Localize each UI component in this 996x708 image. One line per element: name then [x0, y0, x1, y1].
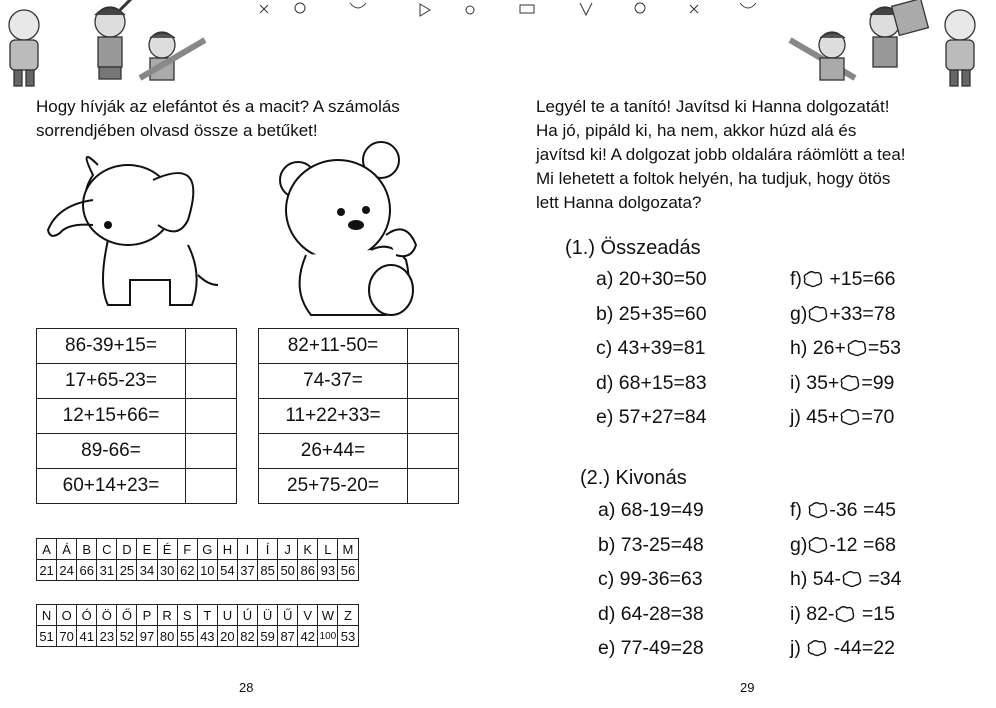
- code-letter: S: [177, 605, 197, 626]
- code-number: 37: [237, 560, 257, 581]
- stained-equation-item[interactable]: [790, 568, 901, 591]
- tea-stain-icon: [807, 639, 827, 657]
- table-row: [259, 399, 459, 434]
- equation-item[interactable]: d) 68+15=83: [596, 371, 707, 394]
- answer-box[interactable]: [186, 434, 237, 469]
- code-letter: C: [97, 539, 117, 560]
- code-number: 10: [197, 560, 217, 581]
- task-expression: 12+15+66=: [37, 399, 186, 434]
- equation-part-before: f): [790, 268, 802, 290]
- equation-item[interactable]: e) 57+27=84: [596, 406, 707, 428]
- code-number: 93: [318, 560, 338, 581]
- table-row: [37, 364, 237, 399]
- equation-item[interactable]: e) 77-49=28: [598, 637, 704, 659]
- equation-part-after: =70: [861, 406, 895, 428]
- code-letter: Ő: [117, 605, 137, 626]
- tea-stain-icon: [803, 270, 823, 288]
- task-expression: 25+75-20=: [259, 469, 408, 504]
- code-letter: E: [137, 539, 157, 560]
- equation-item[interactable]: c) 43+39=81: [596, 337, 706, 359]
- code-letter: Á: [57, 539, 77, 560]
- code-letter: M: [338, 539, 358, 560]
- stained-equation-item[interactable]: [790, 372, 894, 395]
- code-letter: P: [137, 605, 157, 626]
- task-expression: 74-37=: [259, 364, 408, 399]
- equation-part-after: -44=22: [828, 637, 895, 659]
- code-letter: Z: [338, 605, 358, 626]
- answer-box[interactable]: [408, 329, 459, 364]
- answer-box[interactable]: [408, 469, 459, 504]
- stained-equation-item[interactable]: [790, 303, 896, 326]
- equation-part-after: =15: [856, 602, 895, 625]
- page-number-left: 28: [239, 680, 254, 695]
- number-row: [37, 626, 359, 647]
- code-number: 41: [77, 626, 97, 647]
- code-letter: V: [298, 605, 318, 626]
- equation-item[interactable]: d) 64-28=38: [598, 602, 704, 625]
- code-letter: A: [37, 539, 57, 560]
- right-instruction-line: Mi lehetett a foltok helyén, ha tudjuk, hogy ötös: [536, 169, 891, 188]
- table-row: [37, 399, 237, 434]
- equation-part-before: j): [790, 637, 807, 659]
- equation-part-before: f): [790, 499, 808, 521]
- tea-stain-icon: [840, 408, 860, 426]
- code-letter: Ü: [258, 605, 278, 626]
- tea-stain-icon: [840, 374, 860, 392]
- code-letter: Ű: [278, 605, 298, 626]
- answer-box[interactable]: [408, 364, 459, 399]
- equation-part-after: +33=78: [829, 302, 896, 325]
- table-row: [37, 469, 237, 504]
- task-expression: 82+11-50=: [259, 329, 408, 364]
- code-letter: K: [298, 539, 318, 560]
- equation-part-after: =34: [862, 568, 902, 590]
- equation-part-before: g): [790, 302, 808, 325]
- answer-box[interactable]: [186, 399, 237, 434]
- code-number: 85: [258, 560, 278, 581]
- code-letter: R: [157, 605, 177, 626]
- stained-equation-item[interactable]: [790, 637, 895, 660]
- left-kids-illustration: [9, 0, 205, 86]
- task-expression: 60+14+23=: [37, 469, 186, 504]
- code-letter: É: [157, 539, 177, 560]
- table-row: [37, 434, 237, 469]
- equation-item[interactable]: b) 25+35=60: [596, 302, 707, 325]
- code-letter: L: [318, 539, 338, 560]
- stained-equation-item[interactable]: [790, 268, 896, 291]
- task-expression: 89-66=: [37, 434, 186, 469]
- task-expression: 86-39+15=: [37, 329, 186, 364]
- code-number: 34: [137, 560, 157, 581]
- tea-stain-icon: [808, 536, 828, 554]
- section-title-addition: (1.) Összeadás: [565, 237, 701, 259]
- code-number: 66: [77, 560, 97, 581]
- table-row: [259, 434, 459, 469]
- left-instruction: [36, 95, 476, 143]
- code-letter: B: [77, 539, 97, 560]
- equation-part-before: i) 35+: [790, 371, 840, 394]
- left-instruction-line: Hogy hívják az elefántot és a macit? A számolás: [36, 97, 400, 116]
- right-kids-illustration: [790, 0, 975, 86]
- code-number: 86: [298, 560, 318, 581]
- letter-row: [37, 539, 359, 560]
- elephant-drawing: [38, 145, 218, 320]
- section-title-subtraction: (2.) Kivonás: [580, 467, 687, 489]
- code-letter: Í: [258, 539, 278, 560]
- task-expression: 11+22+33=: [259, 399, 408, 434]
- equation-part-before: j) 45+: [790, 406, 840, 428]
- code-letter: Ú: [237, 605, 257, 626]
- code-number: 56: [338, 560, 358, 581]
- code-letter: N: [37, 605, 57, 626]
- tea-stain-icon: [808, 501, 828, 519]
- equation-item[interactable]: a) 68-19=49: [598, 499, 704, 521]
- equation-part-after: -36 =45: [829, 499, 897, 521]
- right-instruction-line: Ha jó, pipáld ki, ha nem, akkor húzd alá és: [536, 121, 857, 140]
- code-number: 62: [177, 560, 197, 581]
- equation-part-before: h) 26+: [790, 337, 846, 359]
- teddy-bear-drawing: [276, 140, 426, 320]
- elephant-task-table: [36, 328, 237, 504]
- answer-box[interactable]: [408, 399, 459, 434]
- tea-stain-icon: [808, 305, 828, 323]
- task-expression: 17+65-23=: [37, 364, 186, 399]
- code-number: 51: [37, 626, 57, 647]
- answer-box[interactable]: [186, 469, 237, 504]
- equation-item[interactable]: c) 99-36=63: [598, 568, 703, 590]
- code-number: 43: [197, 626, 217, 647]
- answer-box[interactable]: [186, 364, 237, 399]
- equation-part-before: g): [790, 533, 808, 556]
- tea-stain-icon: [835, 605, 855, 623]
- code-letter: D: [117, 539, 137, 560]
- code-number: 52: [117, 626, 137, 647]
- code-letter: F: [177, 539, 197, 560]
- equation-part-before: h) 54-: [790, 568, 841, 590]
- code-number: 21: [37, 560, 57, 581]
- stained-equation-item[interactable]: [790, 499, 896, 522]
- stained-equation-item[interactable]: [790, 534, 896, 557]
- doodles: [260, 3, 756, 16]
- code-letter: Ó: [77, 605, 97, 626]
- equation-part-after: -12 =68: [829, 533, 897, 556]
- code-number: 70: [57, 626, 77, 647]
- equation-part-before: i) 82-: [790, 602, 835, 625]
- code-letter: U: [217, 605, 237, 626]
- equation-item[interactable]: a) 20+30=50: [596, 268, 707, 290]
- code-number: 53: [338, 626, 358, 647]
- letter-code-table-2: [36, 604, 359, 647]
- code-letter: Ö: [97, 605, 117, 626]
- stained-equation-item[interactable]: [790, 337, 901, 360]
- tea-stain-icon: [842, 570, 862, 588]
- code-letter: H: [217, 539, 237, 560]
- code-letter: I: [237, 539, 257, 560]
- code-number: 87: [278, 626, 298, 647]
- stained-equation-item[interactable]: [790, 406, 894, 429]
- code-number: 50: [278, 560, 298, 581]
- code-number: 24: [57, 560, 77, 581]
- letter-code-table-1: [36, 538, 359, 581]
- equation-part-after: +15=66: [823, 268, 896, 290]
- code-letter: W: [318, 605, 338, 626]
- code-letter: J: [278, 539, 298, 560]
- header-illustration: [0, 0, 996, 95]
- right-instruction-line: Legyél te a tanító! Javítsd ki Hanna dolgozatát!: [536, 97, 890, 116]
- answer-box[interactable]: [408, 434, 459, 469]
- code-letter: O: [57, 605, 77, 626]
- table-row: [37, 329, 237, 364]
- code-letter: T: [197, 605, 217, 626]
- code-number: 30: [157, 560, 177, 581]
- right-instruction: [536, 95, 976, 215]
- code-number: 82: [237, 626, 257, 647]
- letter-row: [37, 605, 359, 626]
- code-number: 100: [318, 626, 338, 647]
- table-row: [259, 469, 459, 504]
- answer-box[interactable]: [186, 329, 237, 364]
- code-number: 55: [177, 626, 197, 647]
- code-letter: G: [197, 539, 217, 560]
- code-number: 25: [117, 560, 137, 581]
- left-instruction-line: sorrendjében olvasd össze a betűket!: [36, 121, 318, 140]
- page-number-right: 29: [740, 680, 755, 695]
- right-instruction-line: lett Hanna dolgozata?: [536, 193, 702, 212]
- tea-stain-icon: [847, 339, 867, 357]
- code-number: 54: [217, 560, 237, 581]
- bear-task-table: [258, 328, 459, 504]
- code-number: 80: [157, 626, 177, 647]
- task-expression: 26+44=: [259, 434, 408, 469]
- equation-part-after: =99: [861, 371, 895, 394]
- stained-equation-item[interactable]: [790, 603, 895, 626]
- code-number: 42: [298, 626, 318, 647]
- table-row: [259, 364, 459, 399]
- code-number: 20: [217, 626, 237, 647]
- equation-part-after: =53: [867, 337, 901, 359]
- equation-item[interactable]: b) 73-25=48: [598, 533, 704, 556]
- code-number: 31: [97, 560, 117, 581]
- code-number: 59: [258, 626, 278, 647]
- number-row: [37, 560, 359, 581]
- table-row: [259, 329, 459, 364]
- code-number: 23: [97, 626, 117, 647]
- right-instruction-line: javítsd ki! A dolgozat jobb oldalára ráömlött a tea!: [536, 145, 906, 164]
- code-number: 97: [137, 626, 157, 647]
